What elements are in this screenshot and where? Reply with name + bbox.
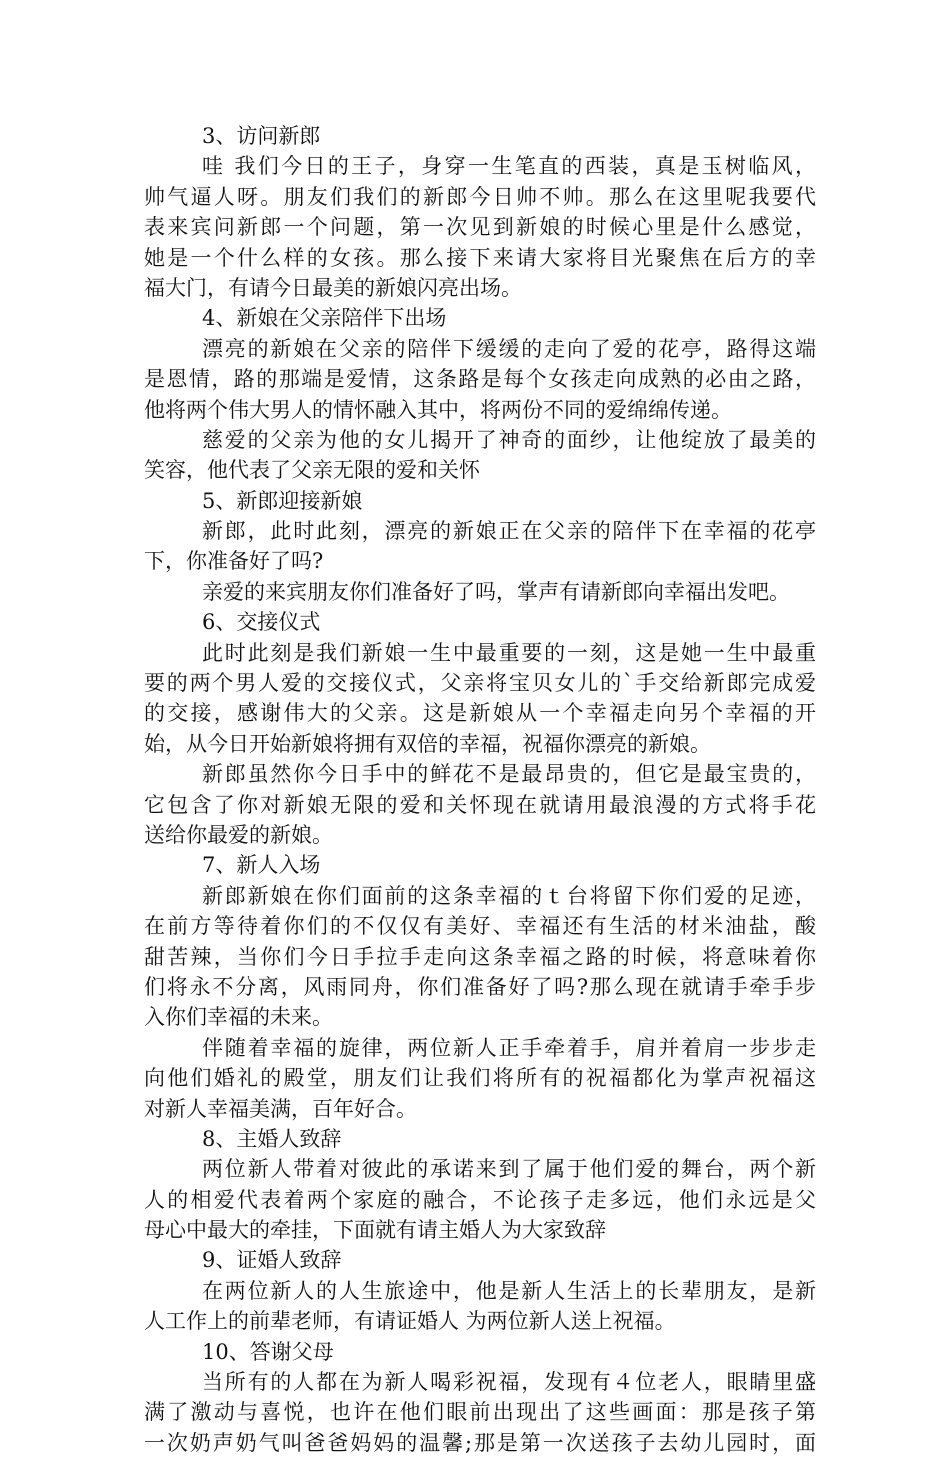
text-line: 4、新娘在父亲陪伴下出场 xyxy=(202,306,447,331)
text-line: 母心中最大的牵挂，下面就有请主婚人为大家致辞 xyxy=(144,1218,606,1243)
text-line: 一次奶声奶气叫爸爸妈妈的温馨;那是第一次送孩子去幼儿园时，面 xyxy=(144,1430,816,1455)
text-line: 伴随着幸福的旋律，两位新人正手牵着手，肩并着肩一步步走 xyxy=(202,1035,816,1060)
text-line: 3、访问新郎 xyxy=(202,124,321,148)
text-line: 漂亮的新娘在父亲的陪伴下缓缓的走向了爱的花亭，路得这端 xyxy=(202,336,816,361)
text-line: 当所有的人都在为新人喝彩祝福，发现有４位老人，眼睛里盛 xyxy=(202,1370,816,1395)
text-line: 7、新人入场 xyxy=(202,853,321,878)
text-line: 5、新郎迎接新娘 xyxy=(202,488,363,513)
text-line: 慈爱的父亲为他的女儿揭开了神奇的面纱，让他绽放了最美的 xyxy=(202,427,816,452)
text-line: 甜苦辣，当你们今日手拉手走向这条幸福之路的时候，将意味着你 xyxy=(144,944,816,969)
text-line: 向他们婚礼的殿堂，朋友们让我们将所有的祝福都化为掌声祝福这 xyxy=(144,1066,816,1091)
text-line: 始，从今日开始新娘将拥有双倍的幸福，祝福你漂亮的新娘。 xyxy=(144,731,711,756)
text-line: 表来宾问新郎一个问题，第一次见到新娘的时候心里是什么感觉， xyxy=(144,215,816,240)
text-line: 在两位新人的人生旅途中，他是新人生活上的长辈朋友，是新 xyxy=(202,1278,816,1303)
text-line: 它包含了你对新娘无限的爱和关怀现在就请用最浪漫的方式将手花 xyxy=(144,792,816,817)
text-line: 要的两个男人爱的交接仪式，父亲将宝贝女儿的`手交给新郎完成爱 xyxy=(144,671,816,696)
text-line: 哇 我们今日的王子，身穿一生笔直的西装，真是玉树临风， xyxy=(202,154,816,179)
text-line: 此时此刻是我们新娘一生中最重要的一刻，这是她一生中最重 xyxy=(202,640,816,665)
text-line: 人的相爱代表着两个家庭的融合，不论孩子走多远，他们永远是父 xyxy=(144,1187,816,1212)
text-line: 10、答谢父母 xyxy=(202,1339,334,1364)
text-line: 在前方等待着你们的不仅仅有美好、幸福还有生活的材米油盐，酸 xyxy=(144,914,816,939)
text-line: 的交接，感谢伟大的父亲。这是新娘从一个幸福走向另个幸福的开 xyxy=(144,701,816,726)
text-line: 下，你准备好了吗? xyxy=(144,549,324,574)
text-line: 新郎新娘在你们面前的这条幸福的ｔ台将留下你们爱的足迹， xyxy=(202,883,816,908)
text-line: 他将两个伟大男人的情怀融入其中，将两份不同的爱绵绵传递。 xyxy=(144,397,732,422)
text-line: 是恩情，路的那端是爱情，这条路是每个女孩走向成熟的必由之路， xyxy=(144,367,816,392)
text-line: 两位新人带着对彼此的承诺来到了属于他们爱的舞台，两个新 xyxy=(202,1157,816,1182)
text-line: 亲爱的来宾朋友你们准备好了吗，掌声有请新郎向幸福出发吧。 xyxy=(202,579,790,604)
text-line: 满了激动与喜悦，也许在他们眼前出现出了这些画面：那是孩子第 xyxy=(144,1400,816,1425)
text-line: 新郎，此时此刻，漂亮的新娘正在父亲的陪伴下在幸福的花亭 xyxy=(202,519,816,544)
document-body xyxy=(144,121,816,1458)
text-line: 福大门，有请今日最美的新娘闪亮出场。 xyxy=(144,275,522,300)
text-line: 8、主婚人致辞 xyxy=(202,1126,342,1151)
text-line: 送给你最爱的新娘。 xyxy=(144,822,333,847)
text-line: 对新人幸福美满，百年好合。 xyxy=(144,1096,417,1121)
text-line: 新郎虽然你今日手中的鲜花不是最昂贵的，但它是最宝贵的， xyxy=(202,762,816,787)
text-line: 她是一个什么样的女孩。那么接下来请大家将目光聚焦在后方的幸 xyxy=(144,245,816,270)
text-line: 人工作上的前辈老师，有请证婚人 为两位新人送上祝福。 xyxy=(144,1309,676,1334)
text-line: 帅气逼人呀。朋友们我们的新郎今日帅不帅。那么在这里呢我要代 xyxy=(144,184,816,209)
text-line: 9、证婚人致辞 xyxy=(202,1248,342,1273)
text-line: 们将永不分离，风雨同舟，你们准备好了吗?那么现在就请手牵手步 xyxy=(144,974,816,999)
text-line: 入你们幸福的未来。 xyxy=(144,1005,333,1030)
text-line: 笑容，他代表了父亲无限的爱和关怀 xyxy=(144,458,480,483)
text-line: 6、交接仪式 xyxy=(202,610,321,635)
